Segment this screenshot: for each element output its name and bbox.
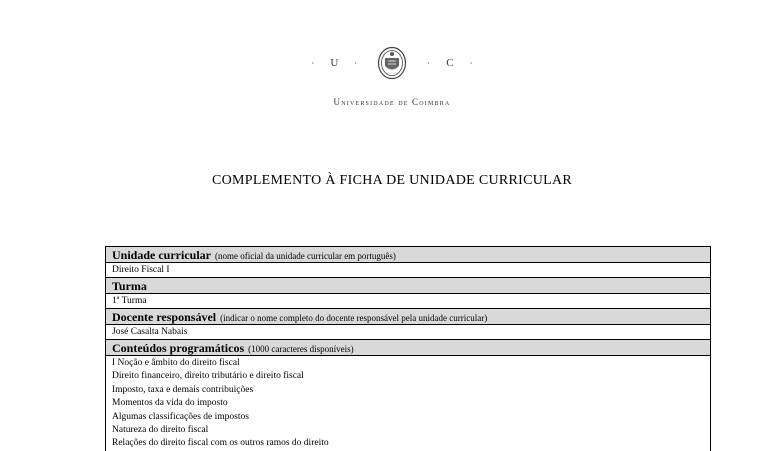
list-item: Direito financeiro, direito tributário e direito fiscal [112, 371, 304, 382]
unit-label: Unidade curricular [112, 248, 211, 262]
list-item: Natureza do direito fiscal [112, 424, 209, 435]
program-content [106, 356, 710, 451]
class-header [106, 278, 710, 294]
list-item: Algumas classificações de impostos [112, 411, 249, 422]
document-title: COMPLEMENTO À FICHA DE UNIDADE CURRICULAR [211, 173, 573, 188]
teacher-note: (indicar o nome completo do docente responsável pela unidade curricular) [220, 313, 488, 323]
teacher-label: Docente responsável [112, 310, 217, 324]
program-note: (1000 caracteres disponíveis) [248, 344, 354, 354]
letter-u: U [330, 57, 339, 69]
program-header [106, 340, 710, 356]
program-label: Conteúdos programáticos [112, 341, 245, 355]
separator-dot: · [427, 58, 431, 68]
teacher-header [106, 309, 710, 325]
separator-dot: · [354, 58, 358, 68]
curricular-form [105, 246, 711, 451]
separator-dot: · [311, 58, 315, 68]
letter-c: C [446, 57, 454, 69]
university-name: Universidade de Coimbra [333, 97, 451, 107]
unit-header [106, 247, 710, 263]
unit-note: (nome oficial da unidade curricular em português) [215, 251, 396, 261]
separator-dot: · [469, 58, 473, 68]
list-item: Relações do direito fiscal com os outros ramos do direito [112, 438, 329, 449]
class-label: Turma [112, 279, 147, 293]
class-value: 1ª Turma [106, 294, 710, 309]
unit-value: Direito Fiscal I [106, 263, 710, 278]
list-item: Imposto, taxa e demais contribuições [112, 384, 254, 395]
list-item: Momentos da vida do imposto [112, 398, 228, 409]
list-item: I Noção e âmbito do direito fiscal [112, 358, 240, 368]
university-seal-icon [377, 46, 407, 80]
letterhead-monogram [0, 46, 784, 80]
teacher-value: José Casalta Nabais [106, 325, 710, 340]
